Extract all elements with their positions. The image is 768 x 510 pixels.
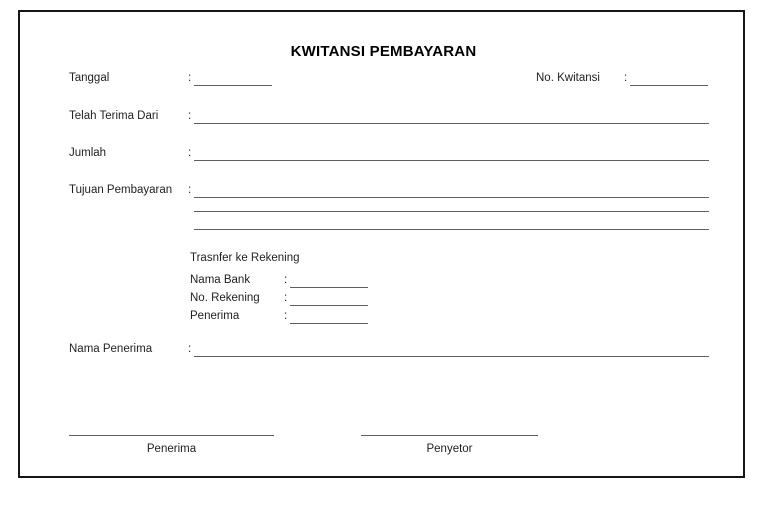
field-colon-nama-penerima: : [188, 343, 192, 355]
field-input-tujuan-pembayaran-line-3[interactable] [194, 229, 709, 230]
field-label-jumlah: Jumlah [69, 147, 107, 159]
field-input-tujuan-pembayaran-line-1[interactable] [194, 197, 709, 198]
field-label-telah-terima-dari: Telah Terima Dari [69, 110, 159, 122]
signature-caption-penerima: Penerima [146, 443, 197, 455]
field-colon-tanggal: : [188, 72, 192, 84]
field-colon-telah-terima-dari: : [188, 110, 192, 122]
field-label-penerima-rekening: Penerima [190, 310, 240, 322]
field-label-nama-penerima: Nama Penerima [69, 343, 153, 355]
field-label-tujuan-pembayaran: Tujuan Pembayaran [69, 184, 173, 196]
field-label-no-rekening: No. Rekening [190, 292, 260, 304]
receipt-form-border [18, 10, 745, 478]
field-colon-penerima-rekening: : [284, 310, 288, 322]
page-title: KWITANSI PEMBAYARAN [290, 43, 477, 60]
field-input-tujuan-pembayaran-line-2[interactable] [194, 211, 709, 212]
field-colon-no-kwitansi: : [624, 72, 628, 84]
field-label-tanggal: Tanggal [69, 72, 110, 84]
field-input-no-kwitansi[interactable] [630, 85, 708, 86]
field-input-nama-bank[interactable] [290, 287, 368, 288]
field-colon-nama-bank: : [284, 274, 288, 286]
field-colon-tujuan-pembayaran: : [188, 184, 192, 196]
signature-block-penerima [69, 435, 274, 455]
field-input-telah-terima-dari[interactable] [194, 123, 709, 124]
signature-line-penerima[interactable] [69, 435, 274, 436]
signature-block-penyetor [361, 435, 538, 455]
field-input-penerima-rekening[interactable] [290, 323, 368, 324]
field-input-jumlah[interactable] [194, 160, 709, 161]
transfer-heading: Trasnfer ke Rekening [190, 252, 300, 264]
field-label-no-kwitansi: No. Kwitansi [536, 72, 600, 84]
field-input-nama-penerima[interactable] [194, 356, 709, 357]
field-colon-no-rekening: : [284, 292, 288, 304]
field-input-tanggal[interactable] [194, 85, 272, 86]
field-label-nama-bank: Nama Bank [190, 274, 251, 286]
field-colon-jumlah: : [188, 147, 192, 159]
field-input-no-rekening[interactable] [290, 305, 368, 306]
signature-line-penyetor[interactable] [361, 435, 538, 436]
signature-caption-penyetor: Penyetor [426, 443, 473, 455]
